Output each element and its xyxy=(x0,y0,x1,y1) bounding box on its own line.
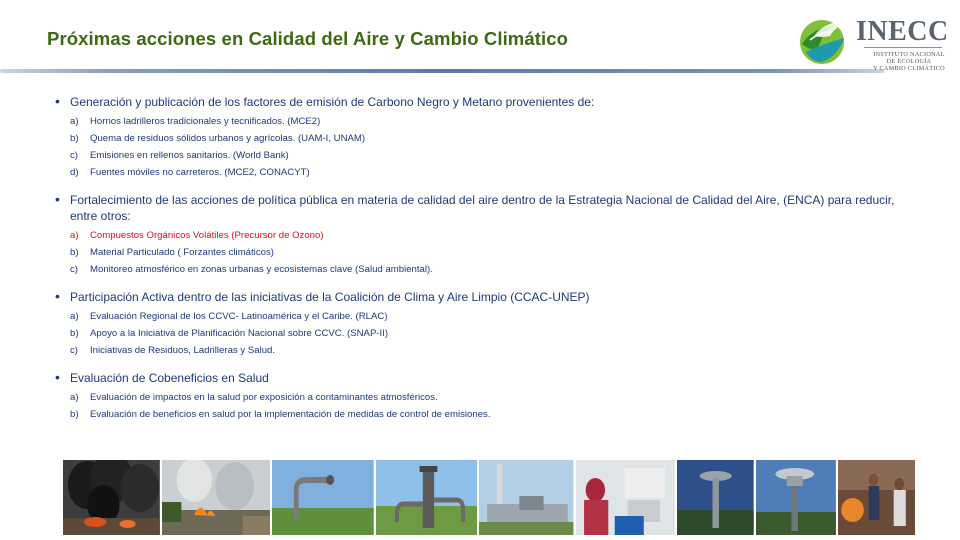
list-marker: b) xyxy=(70,409,79,420)
list-item xyxy=(70,113,925,130)
waste-burning-photo xyxy=(162,460,270,535)
list-item xyxy=(70,308,925,325)
list-marker: a) xyxy=(70,230,79,241)
list-item xyxy=(70,389,925,406)
list-item-text: Evaluación de beneficios en salud por la implementación de medidas de control de emisiones. xyxy=(90,409,491,420)
list-marker: c) xyxy=(70,345,78,356)
landfill-gas-pipe-photo xyxy=(272,460,374,535)
inecc-logo xyxy=(792,14,952,70)
list-item-text: Iniciativas de Residuos, Ladrilleras y Salud. xyxy=(90,345,276,356)
list-marker: a) xyxy=(70,392,79,403)
section-enca-policy xyxy=(55,192,925,278)
section-emission-factors xyxy=(55,94,925,181)
sub-list xyxy=(55,227,925,278)
air-sampler-photo xyxy=(756,460,836,535)
list-item xyxy=(70,164,925,181)
list-marker: c) xyxy=(70,264,78,275)
slide-body xyxy=(55,94,925,434)
list-item-text: Hornos ladrilleros tradicionales y tecnificados. (MCE2) xyxy=(90,116,321,127)
list-marker: b) xyxy=(70,328,79,339)
list-item-text: Quema de residuos sólidos urbanos y agrícolas. (UAM-I, UNAM) xyxy=(90,133,366,144)
list-item-text: Evaluación de impactos en la salud por exposición a contaminantes atmosféricos. xyxy=(90,392,438,403)
list-marker: b) xyxy=(70,247,79,258)
title-underline xyxy=(0,69,884,73)
list-item xyxy=(70,261,925,278)
list-item xyxy=(70,130,925,147)
list-item xyxy=(70,244,925,261)
list-marker: b) xyxy=(70,133,79,144)
sub-list xyxy=(55,308,925,359)
logo-wordmark: INECC xyxy=(856,16,949,47)
industrial-chimney-photo xyxy=(479,460,573,535)
logo-subtitle-line: INSTITUTO NACIONAL xyxy=(873,51,945,58)
list-marker: d) xyxy=(70,167,79,178)
monitoring-station-photo xyxy=(677,460,754,535)
section-ccac-unep xyxy=(55,289,925,359)
logo-divider xyxy=(864,47,942,48)
gas-well-pipe-photo xyxy=(376,460,478,535)
photo-strip xyxy=(63,460,915,535)
logo-subtitle xyxy=(864,51,954,72)
sub-list xyxy=(55,389,925,423)
list-item-text: Compuestos Orgánicos Volátiles (Precursor de Ozono) xyxy=(90,230,324,241)
field-sampling-photo xyxy=(576,460,675,535)
list-item-text: Fuentes móviles no carreteros. (MCE2, CONACYT) xyxy=(90,167,310,178)
list-item-text: Monitoreo atmosférico en zonas urbanas y ecosistemas clave (Salud ambiental). xyxy=(90,264,433,275)
list-item xyxy=(70,147,925,164)
list-item xyxy=(70,406,925,423)
section-heading: • Generación y publicación de los factores de emisión de Carbono Negro y Metano provenientes de: xyxy=(55,94,925,110)
list-item-text: Apoyo a la Iniciativa de Planificación Nacional sobre CCVC. (SNAP-II) xyxy=(90,328,389,339)
section-heading: • Participación Activa dentro de las iniciativas de la Coalición de Clima y Aire Limpio (CCAC-UNEP) xyxy=(55,289,925,305)
section-health-cobenefits xyxy=(55,370,925,423)
list-item-highlighted xyxy=(70,227,925,244)
inecc-bird-globe-logo-icon xyxy=(792,14,852,68)
sub-list xyxy=(55,113,925,181)
brick-kiln-workers-photo xyxy=(838,460,915,535)
list-item-text: Evaluación Regional de los CCVC- Latinoamérica y el Caribe. (RLAC) xyxy=(90,311,388,322)
section-heading: • Evaluación de Cobeneficios en Salud xyxy=(55,370,925,386)
section-heading: • Fortalecimiento de las acciones de política pública en materia de calidad del aire dentro de la Estrategia Nacional de Calidad del Aire, (ENCA) para reducir, entre otros: xyxy=(55,192,925,224)
logo-subtitle-line: DE ECOLOGÍA xyxy=(886,58,932,65)
list-item xyxy=(70,342,925,359)
slide-title: Próximas acciones en Calidad del Aire y Cambio Climático xyxy=(47,28,569,49)
list-marker: a) xyxy=(70,311,79,322)
list-marker: c) xyxy=(70,150,78,161)
logo-subtitle-line: Y CAMBIO CLIMÁTICO xyxy=(873,65,945,72)
list-item xyxy=(70,325,925,342)
list-item-text: Emisiones en rellenos sanitarios. (World Bank) xyxy=(90,150,289,161)
black-smoke-fire-photo xyxy=(63,460,160,535)
list-item-text: Material Particulado ( Forzantes climáticos) xyxy=(90,247,274,258)
list-marker: a) xyxy=(70,116,79,127)
